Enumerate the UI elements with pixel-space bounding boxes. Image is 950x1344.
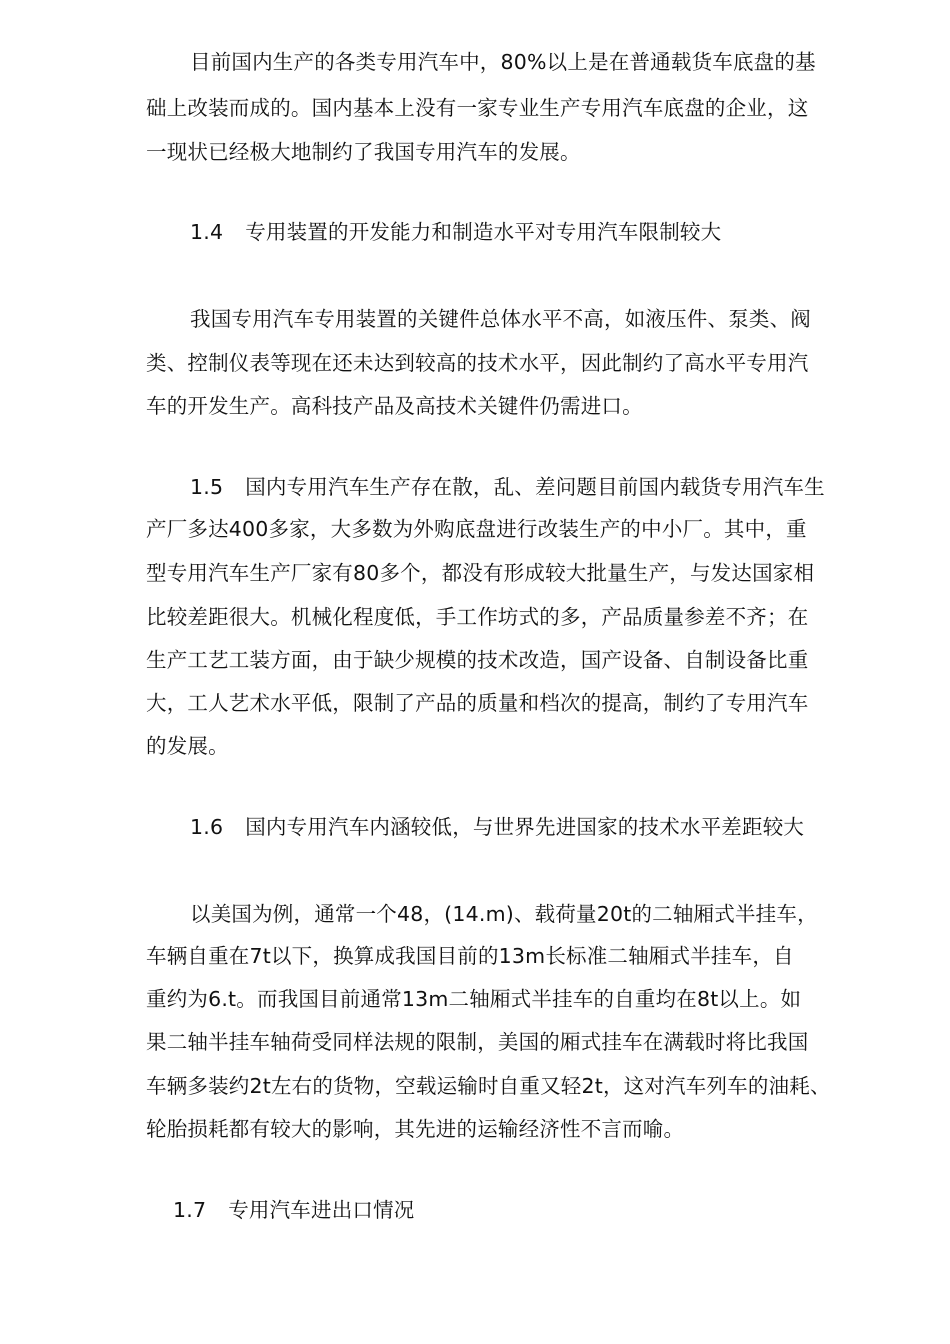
text-line: 的发展。 [146,734,229,758]
text-line: 型专用汽车生产厂家有80多个，都没有形成较大批量生产，与发达国家相 [146,561,815,585]
text-line: 生产工艺工装方面，由于缺少规模的技术改造，国产设备、自制设备比重 [146,648,809,672]
text-line: 以美国为例，通常一个48，(14.m)、载荷量20t的二轴厢式半挂车， [190,902,818,926]
section-heading-1-4 [190,218,721,246]
text-line: 大，工人艺术水平低，限制了产品的质量和档次的提高，制约了专用汽车 [146,691,809,715]
section-title: 国内专用汽车生产存在散，乱、差问题目前国内载货专用汽车生 [245,475,825,499]
section-heading-1-6 [190,813,804,841]
text-line: 重约为6.t。而我国目前通常13m二轴厢式半挂车的自重均在8t以上。如 [146,987,802,1011]
text-line: 果二轴半挂车轴荷受同样法规的限制，美国的厢式挂车在满载时将比我国 [146,1030,809,1054]
section-title: 国内专用汽车内涵较低，与世界先进国家的技术水平差距较大 [245,815,805,839]
text-line: 础上改装而成的。国内基本上没有一家专业生产专用汽车底盘的企业，这 [146,96,809,120]
section-heading-1-5 [190,473,825,501]
text-line: 轮胎损耗都有较大的影响，其先进的运输经济性不言而喻。 [146,1117,685,1141]
section-number: 1.4 [190,220,224,244]
text-line: 车辆多装约2t左右的货物，空载运输时自重又轻2t，这对汽车列车的油耗、 [146,1074,831,1098]
text-line: 目前国内生产的各类专用汽车中，80%以上是在普通载货车底盘的基 [190,50,816,74]
section-number: 1.6 [190,815,224,839]
text-line: 产厂多达400多家，大多数为外购底盘进行改装生产的中小厂。其中，重 [146,517,807,541]
text-line: 比较差距很大。机械化程度低，手工作坊式的多，产品质量参差不齐；在 [146,605,809,629]
section-title: 专用装置的开发能力和制造水平对专用汽车限制较大 [245,220,722,244]
text-line: 一现状已经极大地制约了我国专用汽车的发展。 [146,140,581,164]
text-line: 车的开发生产。高科技产品及高技术关键件仍需进口。 [146,394,643,418]
section-heading-1-7 [173,1196,415,1224]
section-number: 1.5 [190,475,224,499]
section-number: 1.7 [173,1198,207,1222]
text-line: 类、控制仪表等现在还未达到较高的技术水平，因此制约了高水平专用汽 [146,351,809,375]
section-title: 专用汽车进出口情况 [228,1198,415,1222]
text-line: 车辆自重在7t以下，换算成我国目前的13m长标准二轴厢式半挂车，自 [146,944,794,968]
text-line: 我国专用汽车专用装置的关键件总体水平不高，如液压件、泵类、阀 [190,307,811,331]
